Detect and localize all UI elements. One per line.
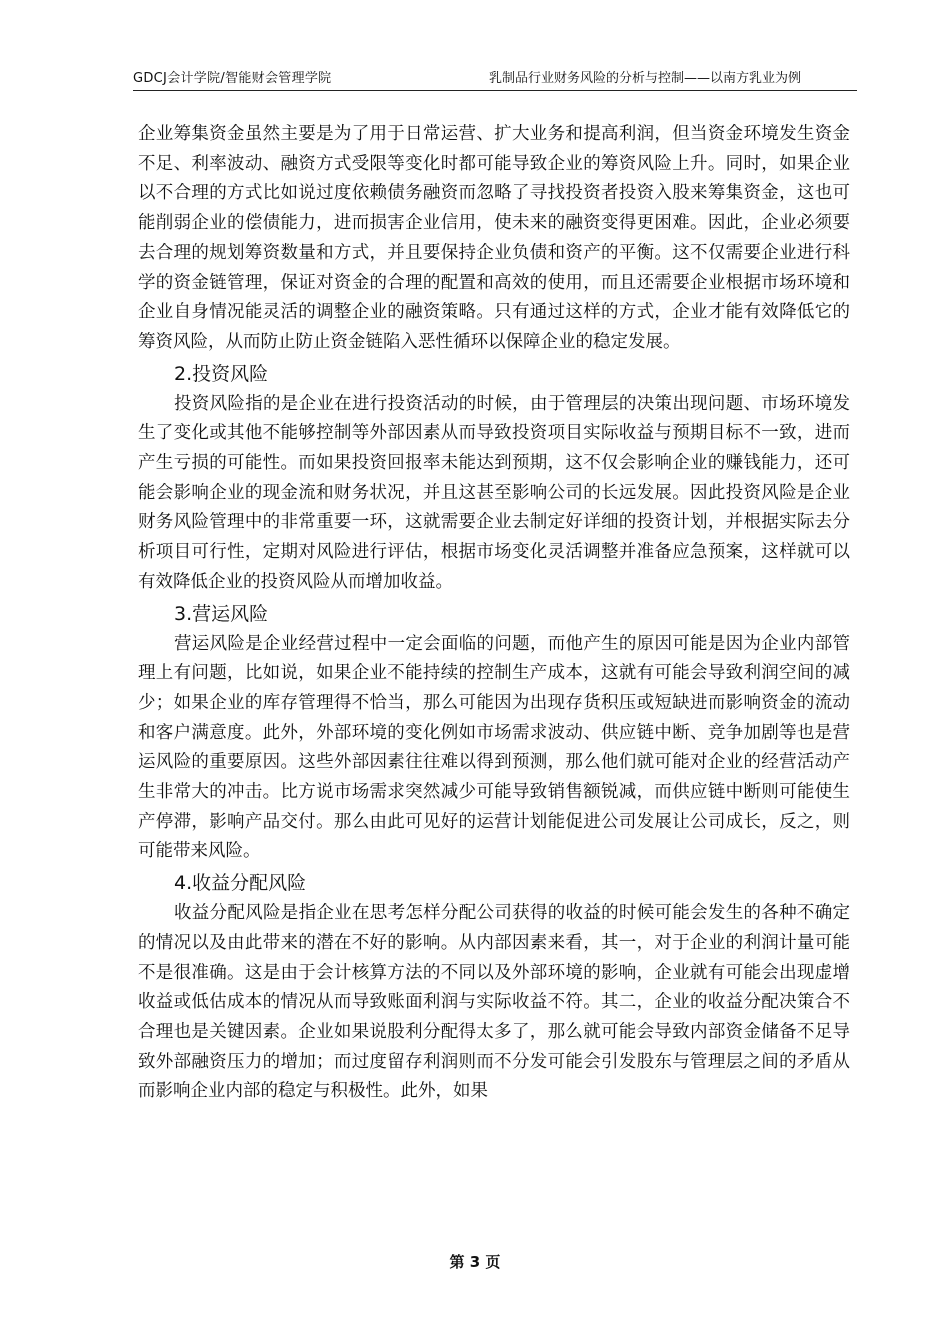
paragraph-financing-risk: 企业筹集资金虽然主要是为了用于日常运营、扩大业务和提高利润，但当资金环境发生资金不足、利率波动、融资方式受限等变化时都可能导致企业的筹资风险上升。同时，如果企业以不合理的方式比如说过度依赖债务融资而忽略了寻找投资者投资入股来筹集资金，这也可能削弱企业的偿债能力，进而损害企业信用，使未来的融资变得更困难。因此，企业必须要去合理的规划筹资数量和方式，并且要保持企业负债和资产的平衡。这不仅需要企业进行科学的资金链管理，保证对资金的合理的配置和高效的使用，而且还需要企业根据市场环境和企业自身情况能灵活的调整企业的融资策略。只有通过这样的方式，企业才能有效降低它的筹资风险，从而防止防止资金链陷入恶性循环以保障企业的稳定发展。 [138,124,850,352]
document-body [138,120,850,1107]
header-institution: GDCJ会计学院/智能财会管理学院 [133,71,332,86]
page-header [133,70,857,91]
header-thesis-title: 乳制品行业财务风险的分析与控制——以南方乳业为例 [488,71,801,86]
heading-investment-risk: 2.投资风险 [174,362,269,385]
heading-profit-distribution-risk: 4.收益分配风险 [174,872,307,895]
paragraph-profit-distribution-risk: 收益分配风险是指企业在思考怎样分配公司获得的收益的时候可能会发生的各种不确定的情况以及由此带来的潜在不好的影响。从内部因素来看，其一，对于企业的利润计量可能不是很准确。这是由于会计核算方法的不同以及外部环境的影响，企业就有可能会出现虚增收益或低估成本的情况从而导致账面利润与实际收益不符。其二，企业的收益分配决策合不合理也是关键因素。企业如果说股利分配得太多了，那么就可能会导致内部资金储备不足导致外部融资压力的增加；而过度留存利润则而不分发可能会引发股东与管理层之间的矛盾从而影响企业内部的稳定与积极性。此外，如果 [138,903,850,1102]
paragraph-investment-risk: 投资风险指的是企业在进行投资活动的时候，由于管理层的决策出现问题、市场环境发生了变化或其他不能够控制等外部因素从而导致投资项目实际收益与预期目标不一致，进而产生亏损的可能性。而如果投资回报率未能达到预期，这不仅会影响企业的赚钱能力，还可能会影响企业的现金流和财务状况，并且这甚至影响公司的长远发展。因此投资风险是企业财务风险管理中的非常重要一环，这就需要企业去制定好详细的投资计划，并根据实际去分析项目可行性，定期对风险进行评估，根据市场变化灵活调整并准备应急预案，这样就可以有效降低企业的投资风险从而增加收益。 [138,393,850,592]
paragraph-operating-risk: 营运风险是企业经营过程中一定会面临的问题，而他产生的原因可能是因为企业内部管理上有问题，比如说，如果企业不能持续的控制生产成本，这就有可能会导致利润空间的减少；如果企业的库存管理得不恰当，那么可能因为出现存货积压或短缺进而影响资金的流动和客户满意度。此外，外部环境的变化例如市场需求波动、供应链中断、竞争加剧等也是营运风险的重要原因。这些外部因素往往难以得到预测，那么他们就可能对企业的经营活动产生非常大的冲击。比方说市场需求突然减少可能导致销售额锐减，而供应链中断则可能使生产停滞，影响产品交付。那么由此可见好的运营计划能促进公司发展让公司成长，反之，则可能带来风险。 [138,633,850,862]
page-number: 第 3 页 [449,1253,501,1271]
heading-operating-risk: 3.营运风险 [174,602,269,625]
